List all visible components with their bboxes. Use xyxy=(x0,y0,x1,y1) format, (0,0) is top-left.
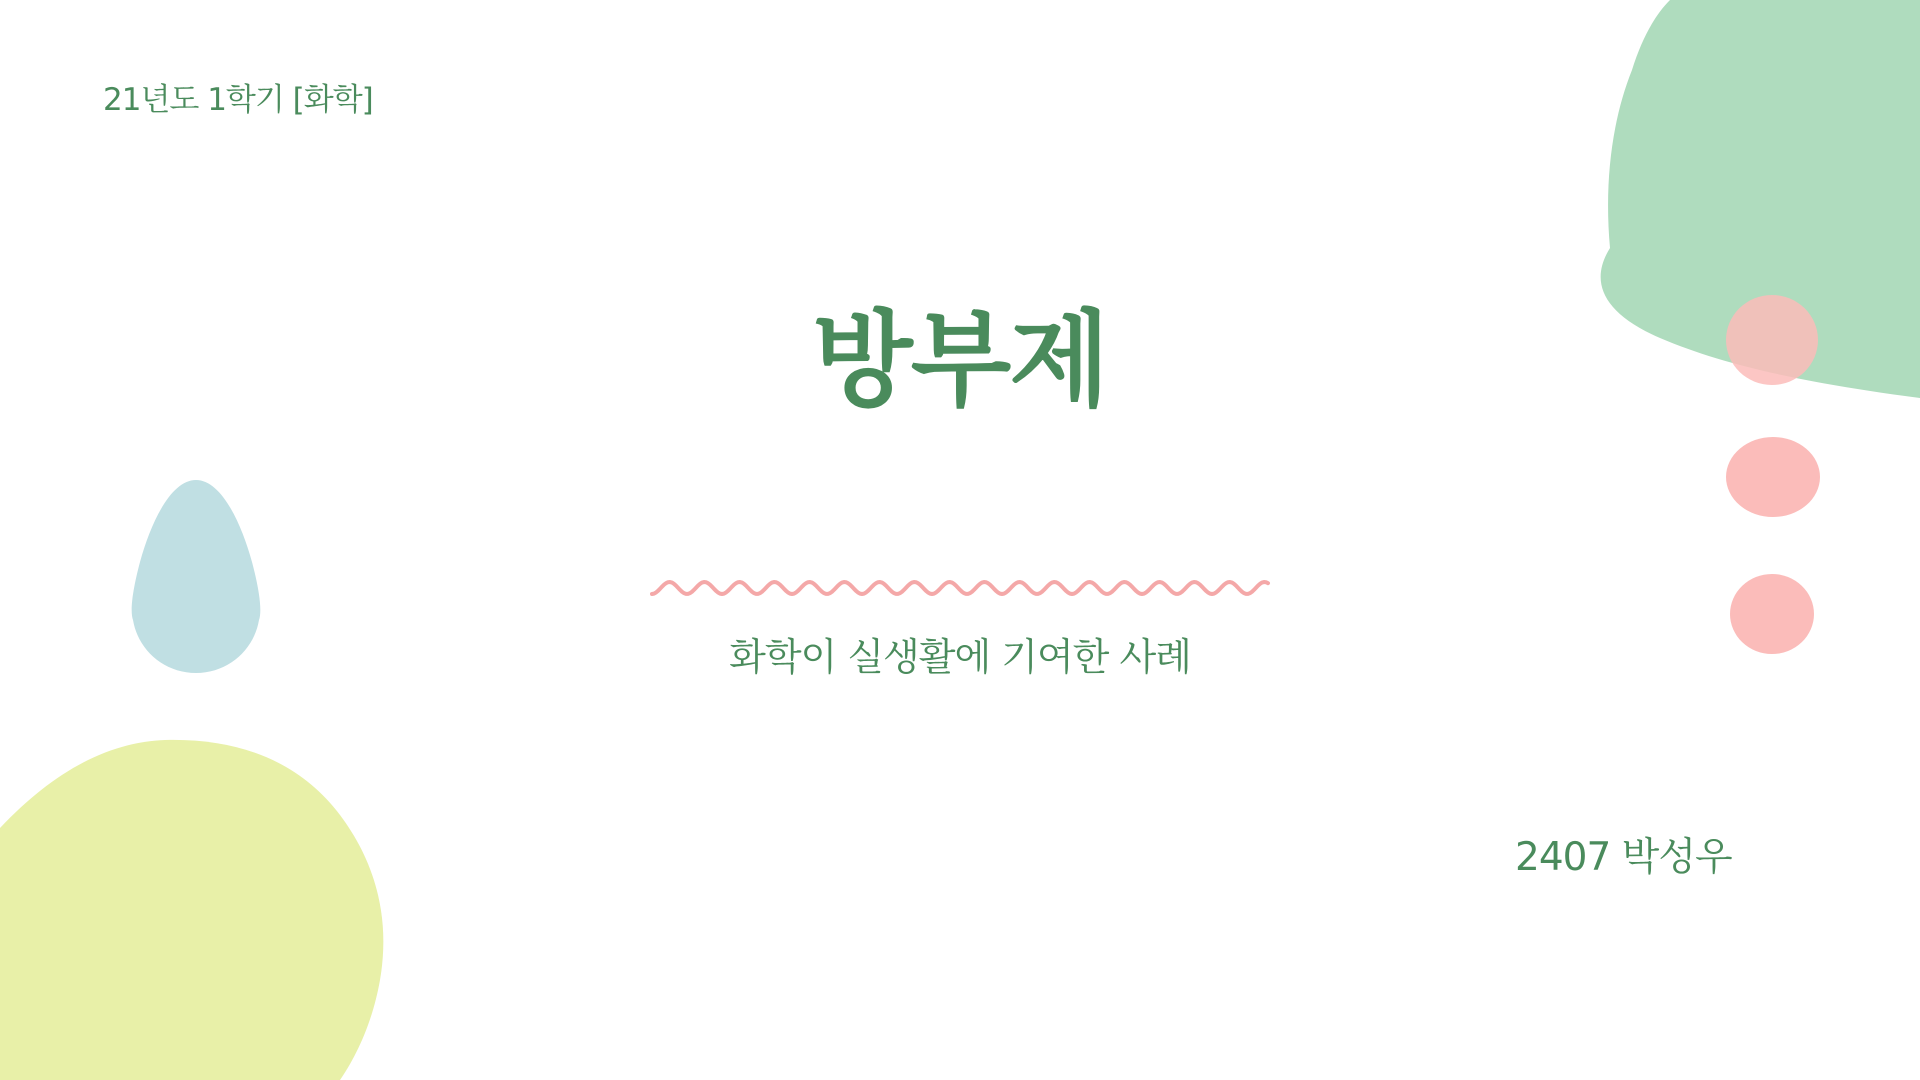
pink-dot-2 xyxy=(1726,437,1820,517)
author-label: 2407 박성우 xyxy=(1515,835,1732,880)
subtitle: 화학이 실생활에 기여한 사례 xyxy=(729,635,1191,679)
wave-divider xyxy=(652,582,1268,594)
yellow-blob-shape xyxy=(0,740,383,1080)
course-label: 21년도 1학기 [화학] xyxy=(103,82,373,118)
page-title: 방부제 xyxy=(812,299,1108,421)
